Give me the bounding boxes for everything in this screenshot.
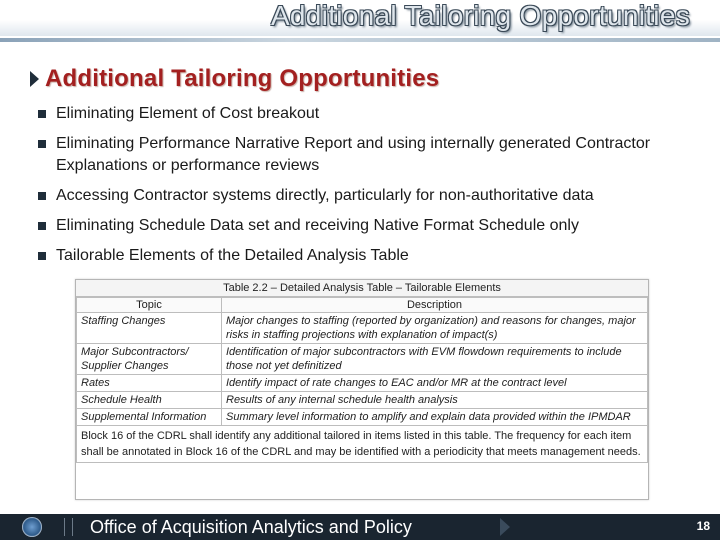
table-row	[77, 344, 648, 375]
square-bullet-icon	[38, 192, 46, 200]
bullet-list	[36, 103, 706, 275]
bullet-text: Eliminating Element of Cost breakout	[56, 105, 320, 122]
bullet-text: Accessing Contractor systems directly, particularly for non-authoritative data	[56, 187, 594, 204]
table-cell-description: Results of any internal schedule health analysis	[222, 392, 648, 409]
table-cell-description: Summary level information to amplify and explain data provided within the IPMDAR	[222, 409, 648, 426]
bullet-item	[36, 215, 706, 237]
table-caption: Table 2.2 – Detailed Analysis Table – Tailorable Elements	[76, 280, 648, 297]
tailorable-elements-table	[76, 297, 648, 463]
table-row	[77, 409, 648, 426]
table-header-topic: Topic	[77, 298, 222, 313]
footer-bar	[0, 514, 720, 540]
table-cell-description: Identification of major subcontractors with EVM flowdown requirements to include those not yet definitized	[222, 344, 648, 375]
table-header-row	[77, 298, 648, 313]
header-band	[0, 0, 720, 36]
square-bullet-icon	[38, 110, 46, 118]
section-heading	[30, 64, 439, 94]
header-title: Additional Tailoring Opportunities	[270, 0, 690, 31]
table-row	[77, 392, 648, 409]
seal-logo-icon	[22, 517, 42, 537]
detailed-analysis-table	[75, 279, 649, 500]
bullet-item	[36, 185, 706, 207]
table-cell-topic: Schedule Health	[77, 392, 222, 409]
table-row	[77, 313, 648, 344]
bullet-item	[36, 245, 706, 267]
footer-arrow-icon	[500, 518, 510, 536]
square-bullet-icon	[38, 140, 46, 148]
bullet-item	[36, 133, 706, 177]
bullet-text: Eliminating Schedule Data set and receiving Native Format Schedule only	[56, 217, 579, 234]
footer-divider	[72, 518, 73, 536]
table-cell-topic: Staffing Changes	[77, 313, 222, 344]
office-name: Office of Acquisition Analytics and Policy	[90, 517, 412, 537]
table-cell-topic: Rates	[77, 375, 222, 392]
footer-divider	[64, 518, 65, 536]
header-divider	[0, 38, 720, 42]
table-cell-description: Identify impact of rate changes to EAC and/or MR at the contract level	[222, 375, 648, 392]
table-cell-topic: Major Subcontractors/ Supplier Changes	[77, 344, 222, 375]
triangle-bullet-icon	[30, 71, 39, 87]
table-note-row	[77, 426, 648, 463]
bullet-text: Tailorable Elements of the Detailed Analysis Table	[56, 247, 409, 264]
page-number: 18	[696, 519, 710, 533]
table-row	[77, 375, 648, 392]
bullet-item	[36, 103, 706, 125]
section-title: Additional Tailoring Opportunities	[45, 65, 440, 92]
table-note: Block 16 of the CDRL shall identify any additional tailored in items listed in this table. The frequency for each item shall be annotated in Block 16 of the CDRL and may be identified with a periodicity that meets management needs.	[77, 426, 648, 463]
square-bullet-icon	[38, 222, 46, 230]
square-bullet-icon	[38, 252, 46, 260]
table-header-description: Description	[222, 298, 648, 313]
bullet-text: Eliminating Performance Narrative Report and using internally generated Contractor Explanations or performance reviews	[56, 135, 651, 174]
table-cell-topic: Supplemental Information	[77, 409, 222, 426]
table-cell-description: Major changes to staffing (reported by organization) and reasons for changes, major risks in staffing projections with explanation of impact(s)	[222, 313, 648, 344]
